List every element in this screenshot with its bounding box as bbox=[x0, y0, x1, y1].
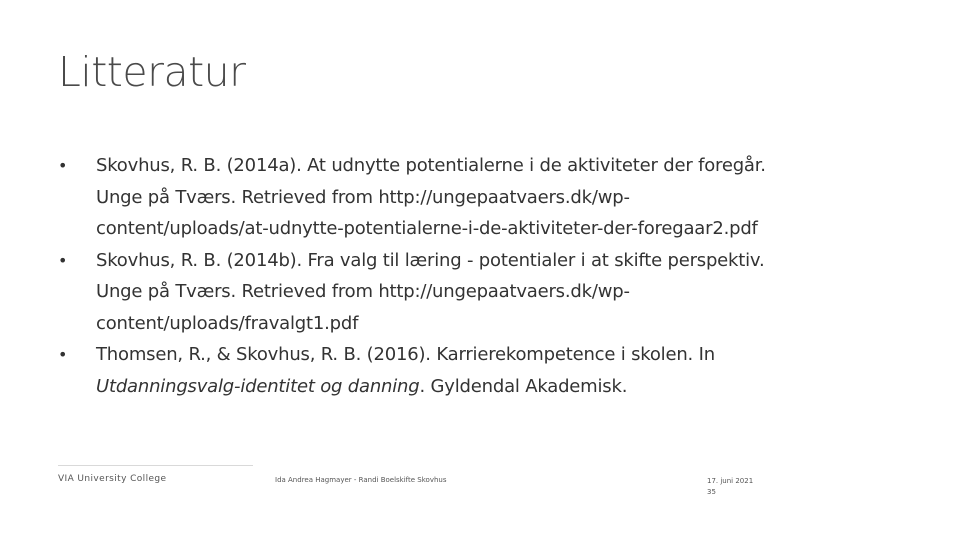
reference-text-line bbox=[96, 371, 918, 403]
bullet: • bbox=[58, 345, 68, 364]
bullet: • bbox=[58, 250, 68, 270]
book-title: Utdanningsvalg-identitet og danning bbox=[96, 375, 420, 397]
reference-item bbox=[58, 245, 918, 340]
footer-authors: Ida Andrea Hagmayer - Randi Boelskifte Skovhus bbox=[275, 476, 447, 484]
footer-date: 17. juni 2021 bbox=[707, 477, 754, 485]
reference-text: content/uploads/fravalgt1.pdf bbox=[96, 312, 359, 334]
reference-text: . Gyldendal Akademisk. bbox=[419, 375, 628, 397]
reference-text: Unge på Tværs. Retrieved from http://ungepaatvaers.dk/wp- bbox=[96, 186, 630, 208]
reference-list bbox=[58, 150, 918, 402]
reference-item bbox=[58, 339, 918, 402]
reference-text: Skovhus, R. B. (2014b). Fra valg til læring - potentialer i at skifte perspektiv. bbox=[96, 249, 765, 271]
reference-text: Skovhus, R. B. (2014a). At udnytte potentialerne i de aktiviteter der foregår. bbox=[96, 155, 766, 176]
page-number: 35 bbox=[707, 488, 716, 496]
bullet: • bbox=[58, 156, 68, 175]
reference-text: Unge på Tværs. Retrieved from http://ungepaatvaers.dk/wp- bbox=[96, 281, 630, 302]
footer-date-page bbox=[707, 476, 753, 498]
reference-text: Thomsen, R., & Skovhus, R. B. (2016). Karrierekompetence i skolen. In bbox=[96, 344, 715, 365]
reference-item bbox=[58, 150, 918, 245]
via-logo: VIA University College bbox=[58, 474, 167, 484]
slide-title: Litteratur bbox=[58, 48, 246, 96]
reference-text: content/uploads/at-udnytte-potentialerne-i-de-aktiviteter-der-foregaar2.pdf bbox=[96, 218, 758, 239]
footer-divider bbox=[58, 465, 253, 466]
